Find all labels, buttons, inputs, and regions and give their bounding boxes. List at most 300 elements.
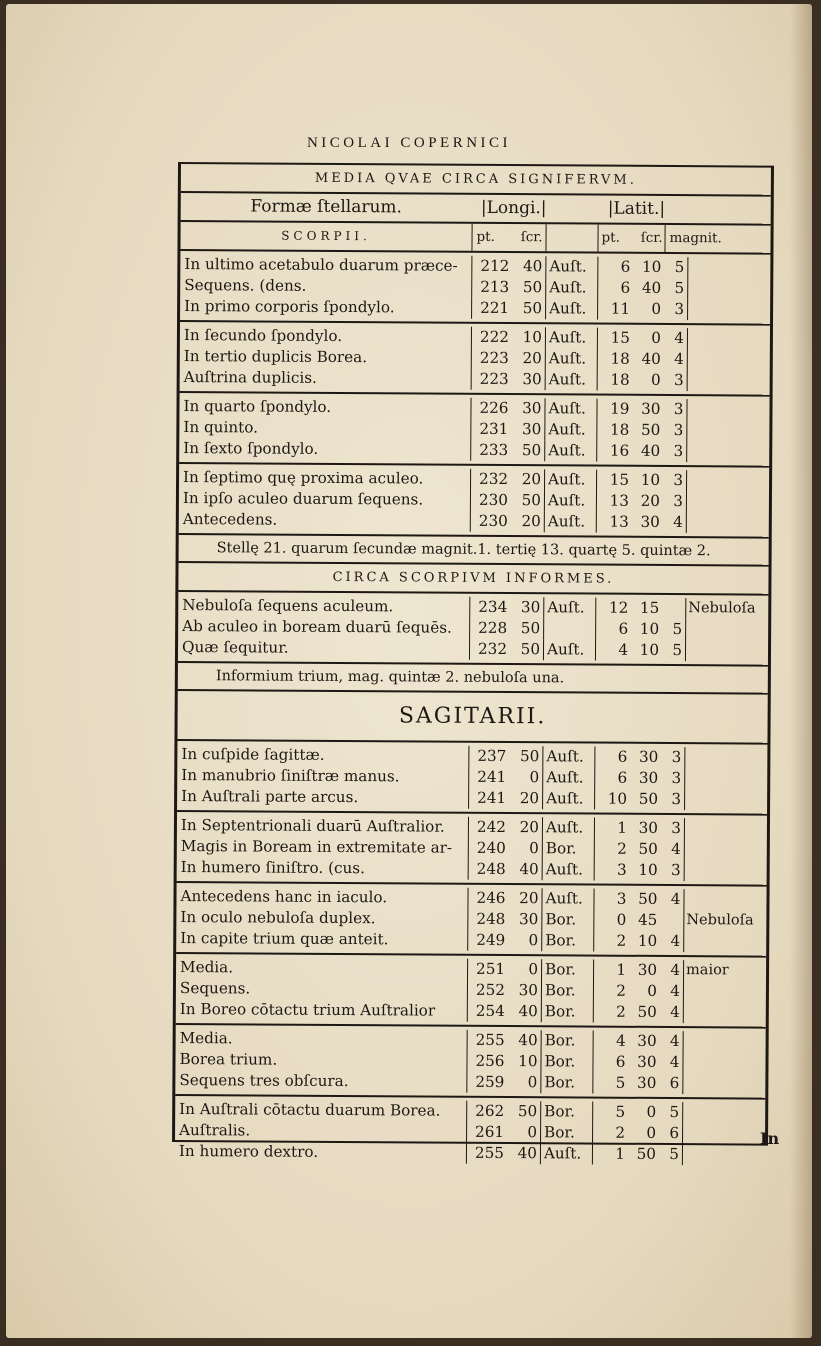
latitude-degrees: 18 [597,349,634,370]
latitude-minutes: 40 [641,349,661,368]
longitude-minutes: 50 [520,640,541,659]
latitude-direction: Bor. [541,1001,593,1022]
longitude-degrees: 248 [468,859,510,880]
column-latit: |Latit.| [607,198,666,219]
longitude-minutes: 10 [518,1052,538,1071]
row-group [178,592,768,667]
star-row [177,857,767,882]
longitude-minutes: 30 [518,910,539,929]
latitude-minutes: 0 [651,299,662,318]
star-name: Quæ ſequitur. [181,638,289,657]
star-name: In ſexto ſpondylo. [183,439,319,458]
star-name: In quarto ſpondylo. [183,397,332,416]
longitude-degrees: 226 [470,398,512,419]
note [684,889,764,910]
sagitarii-rows [175,741,768,1169]
star-name: In Boreo cōtactu trium Auſtralior [179,1000,436,1020]
longitude-minutes: 30 [522,399,542,418]
longitude-degrees: 223 [471,348,513,369]
latitude-minutes: 30 [638,768,659,787]
latitude-direction: Bor. [540,1101,592,1122]
longitude-minutes: 0 [527,1073,538,1092]
latitude-degrees: 6 [594,747,631,768]
star-row [180,367,770,392]
magnitude: 3 [664,299,688,320]
star-row [178,637,768,662]
star-row [176,928,766,953]
latitude-degrees: 10 [594,789,631,810]
latitude-minutes: 40 [641,278,662,297]
magnitude: 4 [664,349,688,370]
latitude-direction: Bor. [542,838,594,859]
row-group [179,393,769,468]
longitude-degrees: 212 [471,256,513,277]
latitude-minutes: 50 [636,1144,657,1163]
latitude-direction: Auſt. [540,1143,592,1164]
magnitude: 4 [659,1052,683,1073]
longitude-minutes: 40 [519,860,539,879]
row-group [177,741,767,816]
longitude-degrees: 231 [470,419,512,440]
note [685,860,765,881]
row-group [176,954,766,1029]
latitude-direction: Auſt. [542,817,594,838]
latitude-degrees: 2 [592,1123,629,1144]
latitude-direction: Auſt. [543,639,595,660]
running-head: NICOLAI COPERNICI [306,135,512,151]
longitude-minutes: 50 [519,747,540,766]
longitude-minutes: 50 [522,299,543,318]
note [686,619,766,640]
column-formae: Formæ ſtellarum. [250,196,403,218]
longitude-degrees: 251 [467,959,509,980]
star-name: Media. [179,1029,233,1048]
star-name: Ab aculeo in boream duarū ſequēs. [182,617,452,637]
longitude-minutes: 10 [522,328,542,347]
latitude-degrees: 4 [595,640,632,661]
latitude-degrees: 2 [593,1002,630,1023]
longitude-minutes: 40 [518,1031,538,1050]
latitude-minutes: 0 [647,981,658,1000]
latitude-minutes: 50 [640,420,661,439]
row-group [180,251,770,326]
latitude-minutes: 30 [641,399,661,418]
star-name: In tertio duplicis Borea. [183,347,368,367]
latitude-degrees: 12 [595,598,632,619]
scorpii-summary: Stellę 21. quarum ſecundæ magnit.1. tertię 13. quartę 5. quintæ 2. [179,535,769,567]
star-row [175,1141,765,1166]
magnitude: 3 [661,860,685,881]
longitude-degrees: 230 [470,490,512,511]
latitude-minutes: 10 [638,860,658,879]
latitude-minutes: 30 [638,747,659,766]
star-name: In ſeptimo quę proxima aculeo. [183,468,424,488]
magnitude: 3 [661,747,685,768]
magnitude: 5 [662,619,686,640]
latitude-degrees: 18 [596,420,633,441]
longitude-minutes: 50 [517,1102,538,1121]
page-edge-shadow [790,4,812,1338]
longitude-minutes: 20 [519,889,539,908]
longitude-minutes: 50 [521,491,541,510]
row-group [175,1025,765,1100]
note [684,1002,764,1023]
table-title: MEDIA QVAE CIRCA SIGNIFERVM. [181,164,771,197]
magnitude: 4 [660,960,684,981]
star-name: Sequens. [179,979,251,998]
magnitude: 3 [664,370,688,391]
section-sagitarii-title: SAGITARII. [177,691,767,745]
longitude-degrees: 246 [467,888,509,909]
section-scorpii-title: SCORPII. [281,228,371,244]
latitude-direction [543,618,595,639]
magnitude: 5 [664,257,688,278]
longitude-minutes: 20 [522,349,542,368]
latitude-direction: Auſt. [544,419,596,440]
note [687,420,767,441]
magnitude: 3 [663,399,687,420]
latitude-direction: Auſt. [544,469,596,490]
note [688,370,768,391]
longitude-degrees: 232 [469,639,511,660]
magnitude: 3 [661,818,685,839]
longitude-degrees: 223 [471,369,513,390]
star-name: In ultimo acetabulo duarum præce- [184,255,458,275]
longitude-minutes: 20 [519,789,540,808]
latitude-direction: Bor. [541,909,593,930]
row-group [175,1096,765,1169]
latitude-degrees: 5 [592,1073,629,1094]
informes-summary: Informium trium, mag. quintæ 2. nebuloſa una. [178,663,768,695]
note [685,839,765,860]
latitude-direction: Auſt. [544,440,596,461]
longitude-minutes: 0 [527,1123,538,1142]
note [687,441,767,462]
longitude-degrees: 241 [468,788,510,809]
note [687,399,767,420]
longitude-degrees: 222 [471,327,513,348]
longitude-degrees: 240 [468,838,510,859]
latitude-minutes: 30 [637,1052,657,1071]
latitude-direction: Auſt. [545,369,597,390]
latitude-degrees: 1 [592,1144,629,1165]
longitude-minutes: 30 [520,598,541,617]
latitude-minutes: 30 [637,1031,657,1050]
latitude-minutes: 0 [650,370,661,389]
note [685,768,765,789]
star-name: In manubrio ſiniſtræ manus. [181,766,400,786]
row-group [176,883,766,958]
note [686,640,766,661]
star-row [179,509,769,534]
latitude-degrees: 3 [594,860,631,881]
magnitude: 4 [660,889,684,910]
latitude-minutes: 30 [637,960,658,979]
latitude-direction: Auſt. [545,348,597,369]
latitude-degrees: 1 [594,818,631,839]
latitude-direction: Bor. [541,959,593,980]
magnitude: 4 [661,839,685,860]
latitude-direction: Bor. [540,1072,592,1093]
star-name: In humero ſiniſtro. (cus. [180,858,366,878]
section-scorpii-header [180,222,770,255]
longitude-degrees: 234 [469,597,511,618]
magnitude: 4 [660,981,684,1002]
star-name: In quinto. [183,418,258,437]
latitude-direction: Auſt. [543,597,595,618]
note [684,981,764,1002]
note [684,1031,764,1052]
latitude-minutes: 30 [640,512,660,531]
latitude-degrees: 13 [596,512,633,533]
magnitude: 4 [664,328,688,349]
longitude-degrees: 262 [466,1101,508,1122]
unit-latit-pt: pt. [597,225,634,252]
longitude-degrees: 233 [470,440,512,461]
latitude-minutes: 10 [640,470,661,489]
latitude-direction: Auſt. [542,788,594,809]
longitude-degrees: 255 [467,1030,509,1051]
book-page [6,4,812,1338]
star-name: Auſtrina duplicis. [183,368,317,387]
magnitude [660,910,684,931]
note: Nebuloſa [686,912,754,929]
latitude-direction: Bor. [540,1122,592,1143]
latitude-direction: Auſt. [542,767,594,788]
magnitude: 4 [660,931,684,952]
longitude-degrees: 230 [470,511,512,532]
star-name: In capite trium quæ anteit. [180,929,389,949]
longitude-minutes: 20 [519,818,539,837]
latitude-direction: Bor. [541,930,593,951]
magnitude: 3 [663,441,687,462]
longitude-degrees: 213 [471,277,513,298]
star-row [179,438,769,463]
note [683,1052,763,1073]
longitude-degrees: 256 [466,1051,508,1072]
note [688,328,768,349]
latitude-minutes: 50 [638,789,659,808]
section-informes-title: CIRCA SCORPIVM INFORMES. [178,563,768,596]
latitude-minutes: 10 [641,257,662,276]
note: Nebuloſa [688,600,756,617]
latitude-minutes: 50 [638,889,658,908]
note [685,747,765,768]
latitude-degrees: 18 [597,370,634,391]
latitude-degrees: 1 [593,960,630,981]
latitude-direction: Bor. [541,980,593,1001]
longitude-minutes: 50 [521,441,542,460]
row-group [179,464,769,539]
longitude-degrees: 228 [469,618,511,639]
magnitude: 5 [659,1102,683,1123]
star-row [175,1070,765,1095]
latitude-minutes: 50 [638,839,658,858]
longitude-minutes: 0 [528,931,539,950]
latitude-direction: Auſt. [545,256,597,277]
latitude-minutes: 45 [637,910,658,929]
magnitude: 5 [662,640,686,661]
note [683,1123,763,1144]
note: maior [686,962,729,979]
star-catalogue-table [172,162,774,1164]
latitude-degrees: 15 [597,328,634,349]
latitude-direction: Auſt. [545,327,597,348]
latitude-minutes: 0 [651,328,661,347]
longitude-minutes: 30 [521,420,542,439]
magnitude: 3 [663,491,687,512]
unit-longi-pt: pt. [471,224,513,251]
latitude-direction: Bor. [540,1051,592,1072]
unit-latit-scr: ſcr. [640,229,663,246]
note [683,1102,763,1123]
latitude-minutes: 10 [639,640,660,659]
unit-magnit: magnit. [664,225,744,252]
latitude-direction: Auſt. [544,398,596,419]
unit-longi-scr: ſcr. [520,229,543,246]
longitude-minutes: 0 [529,768,540,787]
latitude-direction: Auſt. [545,277,597,298]
latitude-degrees: 11 [597,299,634,320]
longitude-degrees: 255 [466,1143,508,1164]
magnitude: 4 [660,1031,684,1052]
magnitude: 3 [661,768,685,789]
latitude-degrees: 15 [596,470,633,491]
note [683,1073,763,1094]
latitude-degrees: 6 [594,768,631,789]
note [684,931,764,952]
latitude-minutes: 15 [639,598,660,617]
note [687,512,767,533]
magnitude: 5 [659,1144,683,1165]
latitude-degrees: 6 [595,619,632,640]
latitude-direction: Auſt. [542,859,594,880]
latitude-degrees: 13 [596,491,633,512]
latitude-minutes: 10 [639,619,660,638]
star-name: Magis in Boream in extremitate ar- [180,837,453,857]
star-name: Sequens. (dens. [184,276,307,295]
star-row [180,296,770,321]
note [685,789,765,810]
latitude-degrees: 3 [593,889,630,910]
magnitude: 3 [663,470,687,491]
latitude-degrees: 2 [593,981,630,1002]
latitude-direction: Auſt. [545,298,597,319]
note [688,349,768,370]
latitude-degrees: 6 [597,278,634,299]
note [688,299,768,320]
note [688,257,768,278]
latitude-degrees: 5 [592,1102,629,1123]
longitude-degrees: 261 [466,1122,508,1143]
column-longi: |Longi.| [480,197,547,219]
star-name: In Auſtrali parte arcus. [181,787,359,807]
catchword: In [760,1129,780,1148]
latitude-minutes: 30 [637,1073,657,1092]
star-name: Borea trium. [179,1050,278,1069]
latitude-minutes: 10 [637,931,658,950]
longitude-minutes: 50 [520,619,541,638]
longitude-minutes: 30 [518,981,539,1000]
longitude-minutes: 40 [517,1144,538,1163]
latitude-direction: Auſt. [542,746,594,767]
star-row [176,999,766,1024]
column-header-row [181,193,771,226]
longitude-degrees: 241 [468,767,510,788]
magnitude: 4 [663,512,687,533]
scorpii-rows [179,251,771,539]
latitude-degrees: 0 [593,910,630,931]
longitude-degrees: 249 [467,930,509,951]
latitude-degrees: 16 [596,441,633,462]
magnitude [662,598,686,619]
latitude-direction: Auſt. [544,490,596,511]
latitude-minutes: 30 [638,818,658,837]
latitude-degrees: 19 [596,399,633,420]
row-group [177,812,767,887]
star-name: In oculo nebuloſa duplex. [180,908,376,928]
star-name: In ipſo aculeo duarum ſequens. [182,489,424,509]
longitude-minutes: 20 [521,470,542,489]
latitude-minutes: 40 [640,441,661,460]
latitude-minutes: 0 [646,1102,657,1121]
star-name: In cuſpide ſagittæ. [181,745,325,764]
star-name: In Septentrionali duarū Auſtralior. [180,816,445,836]
latitude-minutes: 50 [637,1002,657,1021]
latitude-minutes: 20 [640,491,660,510]
latitude-degrees: 6 [597,257,634,278]
longitude-degrees: 237 [468,746,510,767]
latitude-minutes: 0 [646,1123,657,1142]
longitude-minutes: 40 [518,1002,538,1021]
latitude-direction: Auſt. [544,511,596,532]
star-name: Media. [180,958,234,977]
star-name: In humero dextro. [178,1142,319,1161]
latitude-degrees: 4 [593,1031,630,1052]
latitude-degrees: 2 [594,839,631,860]
note [683,1144,763,1165]
longitude-degrees: 221 [471,298,513,319]
longitude-minutes: 30 [522,370,542,389]
magnitude: 4 [660,1002,684,1023]
longitude-minutes: 0 [529,839,539,858]
star-name: Auſtralis. [179,1121,251,1140]
longitude-degrees: 259 [466,1072,508,1093]
longitude-degrees: 232 [470,469,512,490]
latitude-direction: Bor. [541,1030,593,1051]
magnitude: 5 [664,278,688,299]
longitude-minutes: 40 [522,257,543,276]
magnitude: 3 [663,420,687,441]
star-name: In Auſtrali cōtactu duarum Borea. [179,1100,441,1120]
longitude-minutes: 50 [522,278,543,297]
note [688,278,768,299]
latitude-degrees: 6 [592,1052,629,1073]
magnitude: 6 [659,1073,683,1094]
star-name: In primo corporis ſpondylo. [184,297,395,317]
note [687,491,767,512]
longitude-degrees: 254 [467,1001,509,1022]
star-name: Nebuloſa ſequens aculeum. [182,596,394,616]
longitude-minutes: 20 [521,512,541,531]
row-group [180,322,770,397]
longitude-degrees: 248 [467,909,509,930]
latitude-direction: Auſt. [541,888,593,909]
star-name: Antecedens hanc in iaculo. [180,887,388,907]
star-row [177,786,767,811]
star-name: Antecedens. [182,510,278,529]
magnitude: 6 [659,1123,683,1144]
